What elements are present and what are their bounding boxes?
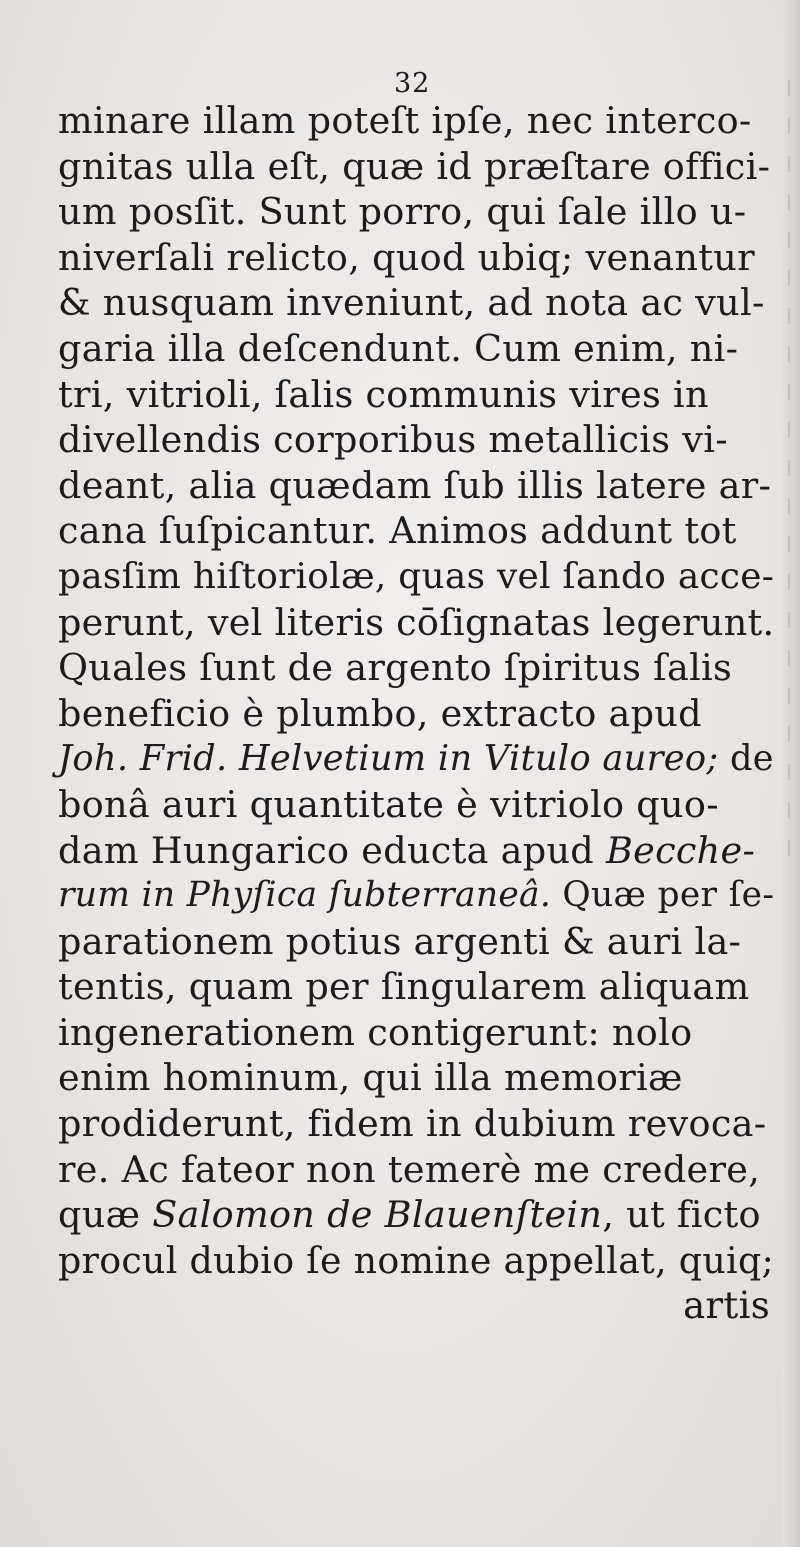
text-run: um posſit. Sunt porro, qui ſale illo u- — [58, 190, 747, 234]
catchword: artis — [683, 1284, 770, 1328]
italic-run: rum in Phyſica ſubterraneâ. — [58, 875, 552, 916]
body-text — [58, 98, 782, 1329]
text-run: dam Hungarico educta apud — [58, 828, 606, 872]
text-run: procul dubio ſe nomine appellat, quiq; — [58, 1238, 775, 1282]
italic-run: Joh. Frid. Helvetium in Vitulo aureo; — [58, 738, 719, 780]
text-run: minare illam poteſt ipſe, nec interco- — [58, 99, 752, 142]
text-run: bonâ auri quantitate è vitriolo quo- — [58, 782, 719, 826]
text-run: tri, vitrioli, ſalis communis vires in — [58, 372, 709, 416]
text-line — [58, 964, 782, 1010]
text-line — [58, 600, 782, 646]
text-line — [58, 1238, 782, 1284]
text-run: prodiderunt, fidem in dubium revoca- — [58, 1102, 767, 1146]
text-line — [58, 508, 782, 554]
text-line — [58, 645, 782, 691]
text-run: divellendis corporibus metallicis vi- — [58, 418, 728, 462]
text-line — [58, 326, 782, 372]
text-line — [58, 736, 782, 782]
text-run: & nusquam inveniunt, ad nota ac vul- — [58, 281, 765, 325]
text-line — [58, 235, 782, 281]
text-line — [58, 554, 782, 600]
text-line — [58, 691, 782, 737]
text-line — [58, 1192, 782, 1238]
text-line — [58, 919, 782, 965]
text-run: ingenerationem contigerunt: nolo — [58, 1010, 693, 1054]
text-run: quæ — [58, 1193, 153, 1237]
text-line — [58, 372, 782, 418]
text-run: tentis, quam per ſingularem aliquam — [58, 965, 750, 1009]
text-run: deant, alia quædam ſub illis latere ar- — [58, 463, 772, 507]
text-line — [58, 1055, 782, 1101]
text-line — [58, 417, 782, 463]
text-line — [58, 873, 782, 919]
text-line — [58, 782, 782, 828]
text-run: niverſali relicto, quod ubiq; venantur — [58, 235, 755, 279]
text-run: , ut ficto — [602, 1193, 761, 1237]
text-run: garia illa deſcendunt. Cum enim, ni- — [58, 326, 739, 370]
text-line — [58, 98, 782, 144]
text-line — [58, 144, 782, 190]
text-line — [58, 1010, 782, 1056]
text-line — [58, 189, 782, 235]
text-line — [58, 1147, 782, 1193]
text-run: cana ſuſpicantur. Animos addunt tot — [58, 509, 737, 553]
text-run: beneficio è plumbo, extracto apud — [58, 691, 702, 735]
text-run: Quæ per ſe- — [551, 875, 775, 916]
text-run: re. Ac fateor non temerè me credere, — [58, 1147, 761, 1191]
text-line — [58, 280, 782, 326]
text-run: de — [718, 738, 774, 780]
text-run: parationem potius argenti & auri la- — [58, 919, 742, 963]
text-line — [58, 1101, 782, 1147]
text-run: pasſim hiſtoriolæ, quas vel ſando acce- — [58, 555, 775, 597]
page-number: 32 — [394, 68, 431, 99]
text-run: gnitas ulla eſt, quæ id præſtare offici- — [58, 144, 771, 188]
text-line — [58, 463, 782, 509]
text-line — [58, 828, 782, 874]
text-run: Quales ſunt de argento ſpiritus ſalis — [58, 646, 733, 690]
text-run: perunt, vel literis cōſignatas legerunt. — [58, 600, 775, 644]
text-run: enim hominum, qui illa memoriæ — [58, 1056, 683, 1100]
italic-run: Becche- — [605, 828, 756, 872]
page-edge — [782, 0, 800, 1547]
italic-run: Salomon de Blauenſtein — [152, 1193, 603, 1237]
